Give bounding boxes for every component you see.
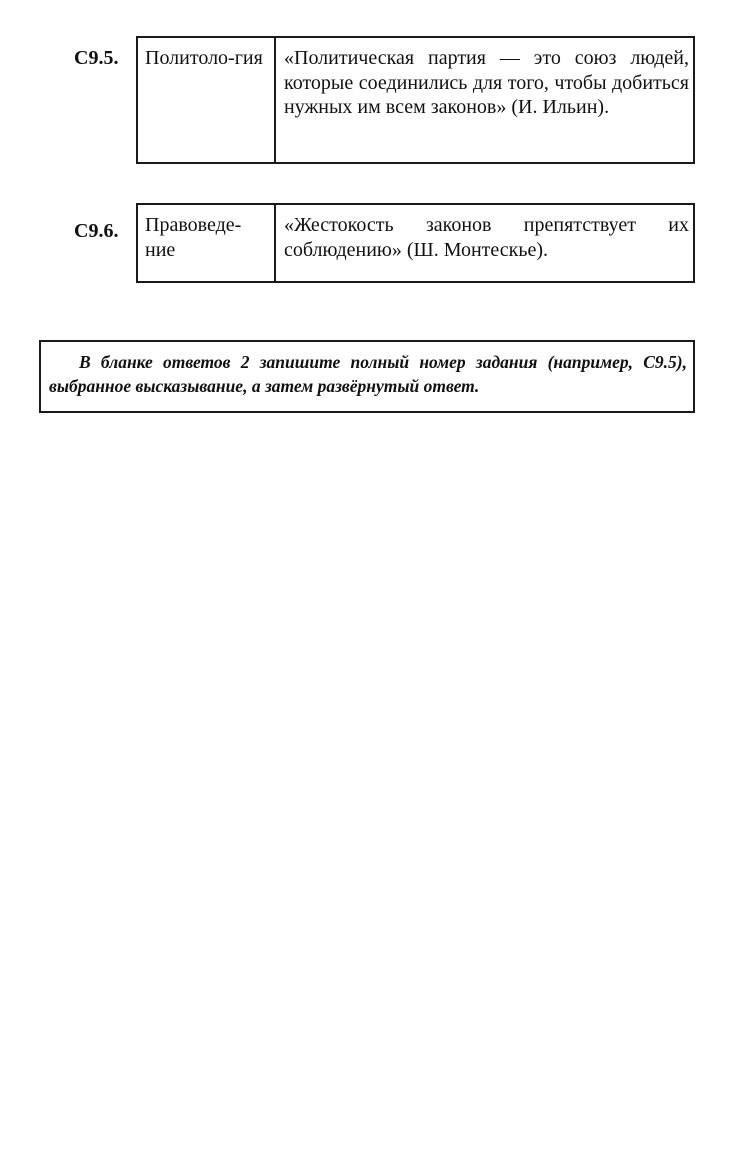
task-number: С9.6.: [74, 220, 119, 242]
instruction-box: В бланке ответов 2 запишите полный номер задания (например, С9.5), выбранное высказывание, а затем развёрнутый ответ.: [39, 340, 695, 413]
task-quote: «Политическая партия — это союз людей, которые соединились для того, чтобы добиться нужных им всем законов» (И. Ильин).: [284, 47, 689, 118]
task-subject: Политоло-гия: [138, 38, 276, 162]
task-table: [136, 36, 695, 164]
task-number: С9.5.: [74, 47, 119, 69]
task-quote: «Жестокость законов препятствует их соблюдению» (Ш. Монтескье).: [284, 214, 689, 261]
task-subject: Правоведе-ние: [138, 205, 276, 281]
task-table: [136, 203, 695, 283]
